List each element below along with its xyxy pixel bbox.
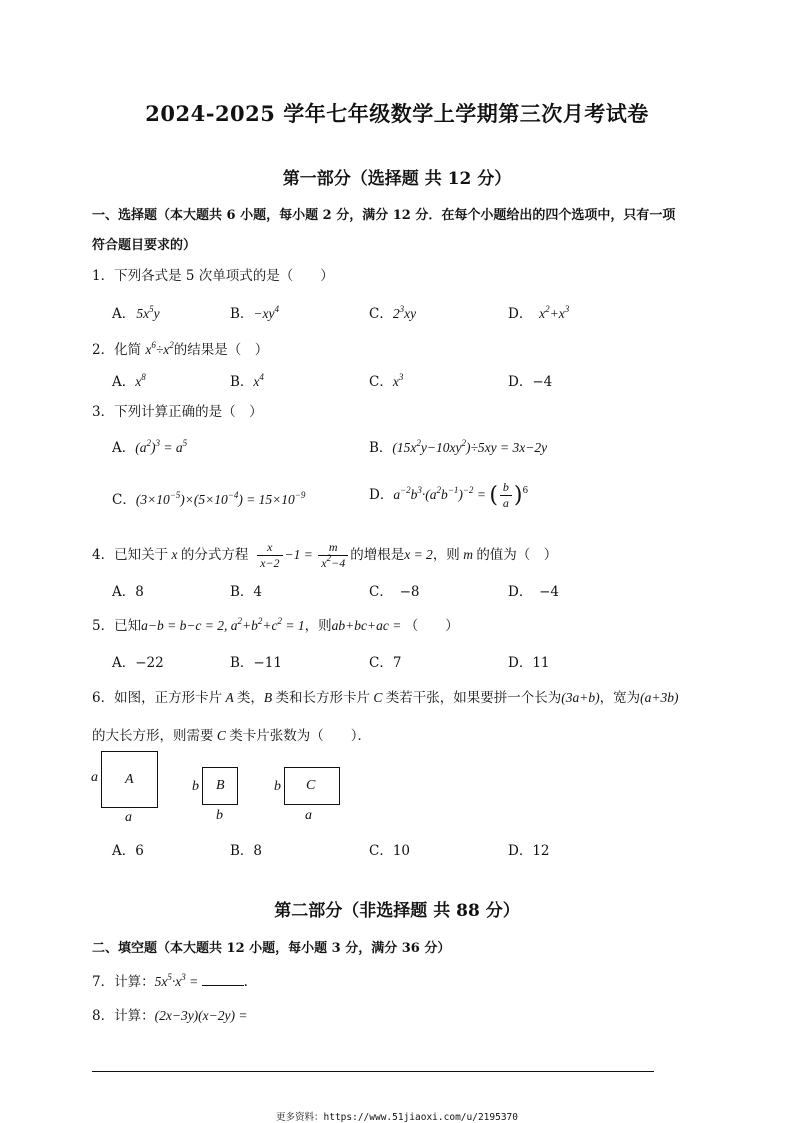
question-6-stem-line2: 的大长方形，则需要 C 类卡片张数为（ ）．: [92, 728, 372, 744]
card-c-label: C: [306, 778, 316, 793]
question-3-stem: 3．下列计算正确的是（ ）: [92, 404, 263, 420]
section2-instructions: 二、填空题（本大题共 12 小题，每小题 3 分，满分 36 分）: [92, 941, 451, 956]
q1-option-b: B．$-xy^4$: [230, 304, 280, 322]
question-8: 8．计算：(2x−3y)(x−2y) =: [92, 1008, 248, 1024]
card-b-side-label: b: [192, 779, 199, 794]
question-2-stem: 2．化简 $x^6\div x^2$的结果是（ ）: [92, 340, 269, 358]
q3-option-c: C．$(3\times 10^{-5})\times(5\times 10^{-4}) = 15\times 10^{-9}$: [112, 490, 306, 508]
question-6-stem-line1: 6．如图，正方形卡片 A 类，B 类和长方形卡片 C 类若干张，如果要拼一个长为(3a+b)，宽为(a+3b): [92, 690, 679, 706]
card-c-side-label: b: [274, 779, 281, 794]
q5-option-b: B．−11: [230, 655, 282, 671]
q6-option-a: A．6: [112, 843, 144, 859]
footer-source: 更多资料：https://www.51jiaoxi.com/u/2195370: [276, 1112, 518, 1123]
section1-instructions: 一、选择题（本大题共 6 小题，每小题 2 分，满分 12 分．在每个小题给出的四个选项中，只有一项: [92, 208, 676, 223]
card-a-label: A: [125, 772, 134, 787]
exam-title: 2024-2025 学年七年级数学上学期第三次月考试卷: [145, 101, 649, 126]
q1-option-a: A． $5x^5y$: [112, 304, 160, 322]
q6-option-b: B．8: [230, 843, 263, 859]
q2-option-a: A．$x^8$: [112, 372, 146, 390]
q3-option-d: D．$a^{-2}b^3\cdot(a^2b^{-1})^{-2}$ = ( $\frac{b}{a}$ )$^6$: [369, 480, 529, 510]
q3-option-a: A．$(a^2)^3 = a^5$: [112, 438, 188, 456]
card-a-bottom-label: a: [125, 810, 132, 825]
q1-option-c: C．$2^3xy$: [369, 304, 417, 322]
q4-option-c: C． −8: [369, 584, 420, 600]
q4-option-b: B．4: [230, 584, 263, 600]
question-5-stem: 5．已知a−b = b−c = 2, $a^2+b^2+c^2 = 1$，则ab+bc+ac = （ ）: [92, 616, 459, 634]
question-4-stem: 4．已知关于 x 的分式方程 $\frac{x}{x-2}$ −1 = $\frac{m}{x^2-4}$ 的增根是x = 2，则 m 的值为（ ）: [92, 540, 558, 570]
q6-option-d: D．12: [508, 843, 550, 859]
part1-heading: 第一部分（选择题 共 12 分）: [282, 169, 512, 189]
q5-option-a: A．−22: [112, 655, 164, 671]
q7-answer-blank[interactable]: [202, 973, 244, 986]
card-b-bottom-label: b: [216, 808, 223, 823]
q6-option-c: C．10: [369, 843, 411, 859]
card-b-label: B: [216, 778, 225, 793]
footer-divider: [92, 1071, 654, 1072]
q2-option-c: C．$x^3$: [369, 372, 404, 390]
part2-heading: 第二部分（非选择题 共 88 分）: [274, 901, 520, 921]
section1-instructions-cont: 符合题目要求的）: [92, 238, 197, 253]
card-c-bottom-label: a: [305, 808, 312, 823]
question-7: 7．计算：$5x^5\cdot x^3$ = .: [92, 972, 248, 990]
q1-option-d: D． $x^2+x^3$: [508, 304, 570, 322]
question-1-stem: 1．下列各式是 5 次单项式的是（ ）: [92, 268, 334, 284]
q5-option-d: D．11: [508, 655, 550, 671]
card-b-square: [202, 767, 238, 805]
card-a-square: [101, 751, 158, 808]
q2-option-b: B．$x^4$: [230, 372, 264, 390]
q4-option-a: A．8: [112, 584, 144, 600]
card-c-rectangle: [284, 767, 340, 805]
q5-option-c: C．7: [369, 655, 402, 671]
card-a-side-label: a: [91, 770, 98, 785]
q3-option-b: B．$(15x^2y-10xy^2)\div 5xy = 3x-2y$: [369, 438, 548, 456]
q4-option-d: D． −4: [508, 584, 559, 600]
q2-option-d: D．−4: [508, 374, 553, 390]
